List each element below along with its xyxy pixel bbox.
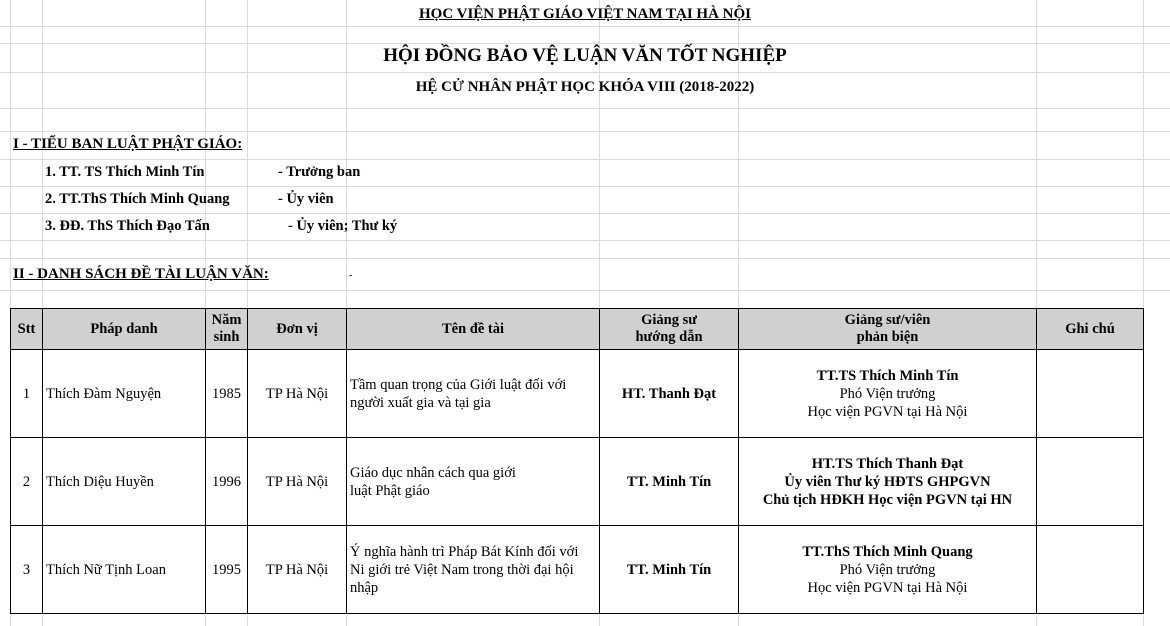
- cell-stt: 1: [11, 350, 43, 438]
- cell-reviewer: TT.ThS Thích Minh Quang Phó Viện trưởng Học viện PGVN tại Hà Nội: [739, 526, 1037, 614]
- cell-topic: Giáo dục nhân cách qua giới luật Phật giáo: [347, 438, 600, 526]
- header-note: Ghi chú: [1037, 309, 1144, 350]
- member-name: 1. TT. TS Thích Minh Tín: [45, 164, 205, 180]
- table-row: [11, 526, 1144, 614]
- program-title: HỆ CỬ NHÂN PHẬT HỌC KHÓA VIII (2018-2022): [415, 79, 755, 95]
- academy-title: HỌC VIỆN PHẬT GIÁO VIỆT NAM TẠI HÀ NỘI: [418, 6, 751, 22]
- header-year: Năm sinh: [206, 309, 248, 350]
- cell-unit: TP Hà Nội: [248, 526, 347, 614]
- section-2-title: II - DANH SÁCH ĐỀ TÀI LUẬN VĂN:: [13, 266, 269, 282]
- grid-line: [0, 186, 1170, 187]
- council-title: HỘI ĐỒNG BẢO VỆ LUẬN VĂN TỐT NGHIỆP: [383, 45, 787, 66]
- header-advisor: Giảng sư hướng dẫn: [600, 309, 739, 350]
- header-name: Pháp danh: [43, 309, 206, 350]
- table-row: [11, 350, 1144, 438]
- member-role: - Trưởng ban: [278, 164, 361, 180]
- cell-year: 1985: [206, 350, 248, 438]
- thesis-table: [10, 308, 1144, 614]
- member-name: 3. ĐĐ. ThS Thích Đạo Tấn: [45, 218, 210, 234]
- grid-line: [0, 108, 1170, 109]
- cell-note: [1037, 438, 1144, 526]
- grid-line: [0, 290, 1170, 291]
- header-unit: Đơn vị: [248, 309, 347, 350]
- member-role: - Ủy viên: [278, 191, 334, 207]
- cell-advisor: TT. Minh Tín: [600, 526, 739, 614]
- cell-name: Thích Đàm Nguyện: [43, 350, 206, 438]
- header-reviewer: Giảng sư/viên phản biện: [739, 309, 1037, 350]
- header-stt: Stt: [11, 309, 43, 350]
- stray-mark: -: [349, 270, 353, 281]
- cell-topic: Ý nghĩa hành trì Pháp Bát Kính đối với Ni giới trẻ Việt Nam trong thời đại hội nhập: [347, 526, 600, 614]
- cell-unit: TP Hà Nội: [248, 438, 347, 526]
- member-name: 2. TT.ThS Thích Minh Quang: [45, 191, 230, 207]
- table-row: [11, 438, 1144, 526]
- header-topic: Tên đề tài: [347, 309, 600, 350]
- cell-stt: 3: [11, 526, 43, 614]
- grid-line: [0, 258, 1170, 259]
- grid-line: [0, 131, 1170, 132]
- cell-unit: TP Hà Nội: [248, 350, 347, 438]
- grid-line: [0, 72, 1170, 73]
- cell-note: [1037, 350, 1144, 438]
- cell-year: 1996: [206, 438, 248, 526]
- cell-name: Thích Nữ Tịnh Loan: [43, 526, 206, 614]
- cell-year: 1995: [206, 526, 248, 614]
- cell-name: Thích Diệu Huyền: [43, 438, 206, 526]
- cell-stt: 2: [11, 438, 43, 526]
- cell-advisor: HT. Thanh Đạt: [600, 350, 739, 438]
- section-1-title: I - TIỂU BAN LUẬT PHẬT GIÁO:: [13, 136, 243, 152]
- grid-line: [0, 213, 1170, 214]
- grid-line: [0, 240, 1170, 241]
- grid-line: [0, 26, 1170, 27]
- cell-advisor: TT. Minh Tín: [600, 438, 739, 526]
- table-header-row: [11, 309, 1144, 350]
- cell-reviewer: HT.TS Thích Thanh Đạt Ủy viên Thư ký HĐTS GHPGVN Chủ tịch HĐKH Học viện PGVN tại HN: [739, 438, 1037, 526]
- grid-line: [0, 159, 1170, 160]
- cell-note: [1037, 526, 1144, 614]
- cell-topic: Tầm quan trọng của Giới luật đối với người xuất gia và tại gia: [347, 350, 600, 438]
- cell-reviewer: TT.TS Thích Minh Tín Phó Viện trưởng Học viện PGVN tại Hà Nội: [739, 350, 1037, 438]
- member-role: - Ủy viên; Thư ký: [288, 218, 398, 234]
- grid-line: [0, 43, 1170, 44]
